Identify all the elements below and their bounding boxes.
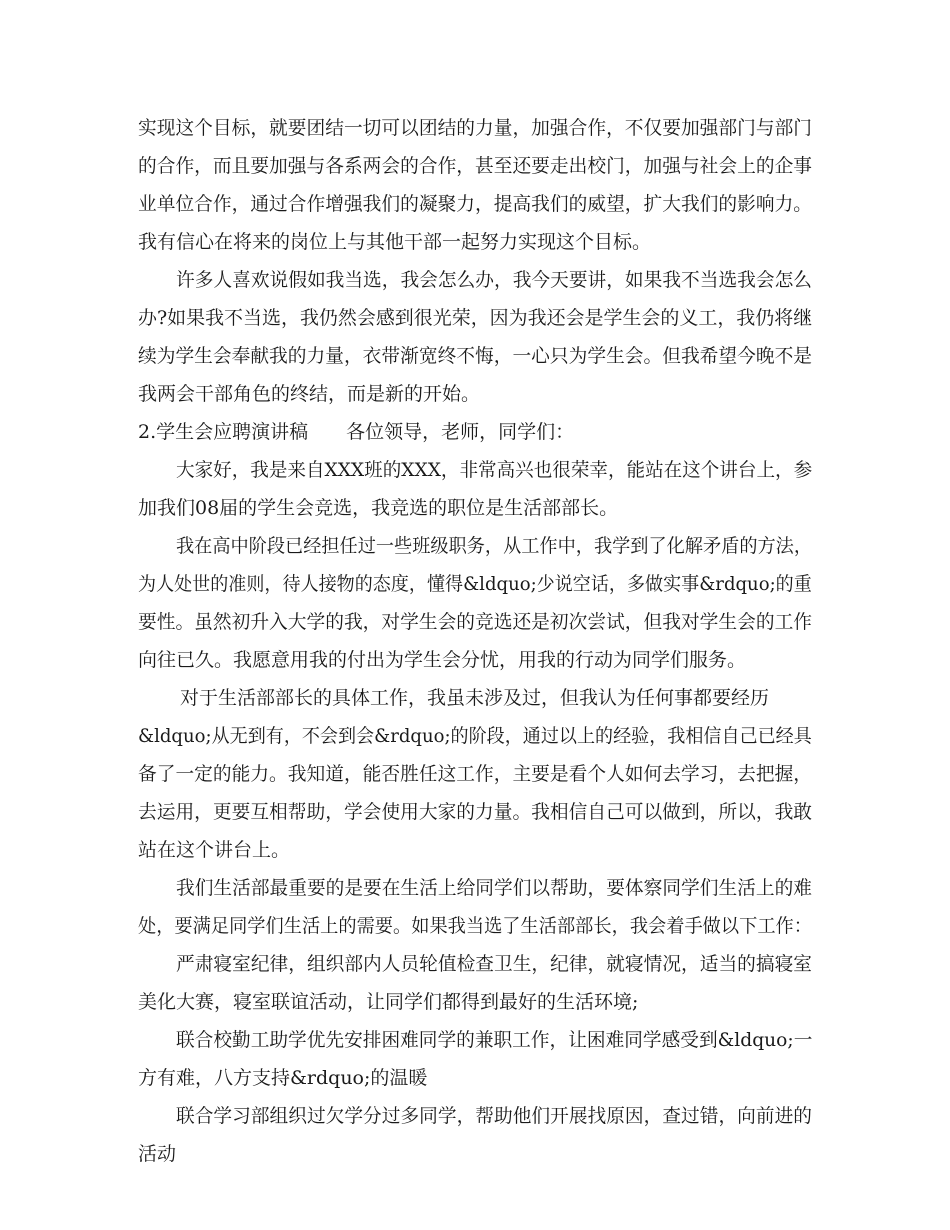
text-line: 大家好，我是来自XXX班的XXX，非常高兴也很荣幸，能站在这个讲台上，参 (176, 459, 813, 481)
text-line: 向往已久。我愿意用我的付出为学生会分忧，用我的行动为同学们服务。 (138, 649, 747, 671)
text-line: 办?如果我不当选，我仍然会感到很光荣，因为我还会是学生会的义工，我仍将继 (138, 307, 813, 329)
text-line: 方有难，八方支持&rdquo;的温暖 (138, 1067, 428, 1089)
text-line: 备了一定的能力。我知道，能否胜任这工作，主要是看个人如何去学习，去把握， (138, 763, 813, 785)
text-line: 续为学生会奉献我的力量，衣带渐宽终不悔，一心只为学生会。但我希望今晚不是 (138, 345, 813, 367)
text-line: 实现这个目标，就要团结一切可以团结的力量，加强合作，不仅要加强部门与部门 (138, 117, 813, 139)
text-line: 我有信心在将来的岗位上与其他干部一起努力实现这个目标。 (138, 231, 652, 253)
text-line: 要性。虽然初升入大学的我，对学生会的竞选还是初次尝试，但我对学生会的工作 (138, 611, 813, 633)
text-line: 加我们08届的学生会竞选，我竞选的职位是生活部部长。 (138, 497, 619, 519)
text-line: 业单位合作，通过合作增强我们的凝聚力，提高我们的威望，扩大我们的影响力。 (138, 193, 813, 215)
text-line: 的合作，而且要加强与各系两会的合作，甚至还要走出校门，加强与社会上的企事 (138, 155, 813, 177)
text-line: 对于生活部部长的具体工作，我虽未涉及过，但我认为任何事都要经历 (180, 687, 770, 709)
text-line: &ldquo;从无到有，不会到会&rdquo;的阶段，通过以上的经验，我相信自己已经具 (138, 725, 812, 747)
section-heading: 2.学生会应聘演讲稿 各位领导，老师，同学们： (138, 421, 575, 443)
text-line: 联合校勤工助学优先安排困难同学的兼职工作，让困难同学感受到&ldquo;一 (176, 1029, 813, 1051)
text-line: 联合学习部组织过欠学分过多同学，帮助他们开展找原因，查过错，向前进的 (176, 1105, 813, 1127)
text-line: 我们生活部最重要的是要在生活上给同学们以帮助，要体察同学们生活上的难 (176, 877, 813, 899)
text-line: 许多人喜欢说假如我当选，我会怎么办，我今天要讲，如果我不当选我会怎么 (176, 269, 813, 291)
text-line: 严肃寝室纪律，组织部内人员轮值检查卫生，纪律，就寝情况，适当的搞寝室 (176, 953, 813, 975)
text-line: 美化大赛，寝室联谊活动，让同学们都得到最好的生活环境; (138, 991, 639, 1013)
text-line: 处，要满足同学们生活上的需要。如果我当选了生活部部长，我会着手做以下工作： (138, 915, 812, 937)
text-line: 为人处世的准则，待人接物的态度，懂得&ldquo;少说空话，多做实事&rdquo;的重 (138, 573, 812, 595)
text-line: 活动 (138, 1143, 177, 1165)
text-line: 我两会干部角色的终结，而是新的开始。 (138, 383, 481, 405)
text-line: 去运用，更要互相帮助，学会使用大家的力量。我相信自己可以做到，所以，我敢 (138, 801, 813, 823)
text-line: 站在这个讲台上。 (138, 839, 291, 861)
text-line: 我在高中阶段已经担任过一些班级职务，从工作中，我学到了化解矛盾的方法， (176, 535, 813, 557)
